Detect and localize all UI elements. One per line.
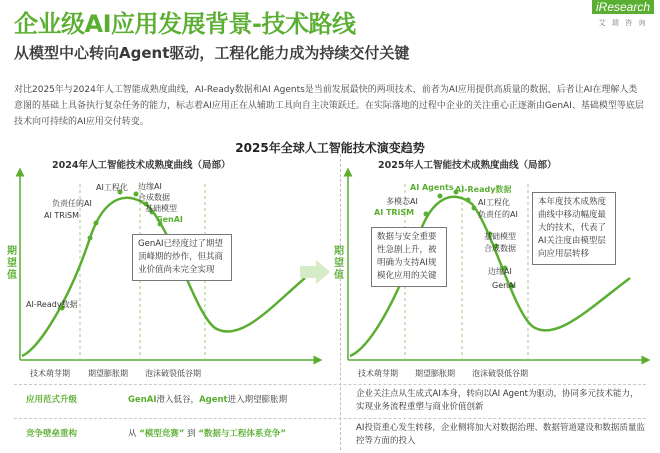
right-callout-left: 数据与安全重要性急剧上升，被明确为支持AI规模化应用的关键 (371, 227, 447, 287)
row-divider-mid (14, 418, 646, 419)
row-2-left (128, 427, 286, 439)
left-label-foundation-model: 基础模型 (145, 204, 177, 213)
page-title: 企业级AI应用发展背景-技术路线 (14, 10, 356, 38)
intro-paragraph: 对比2025年与2024年人工智能成熟度曲线，AI-Ready数据和AI Agents是当前发展最快的两项技术，前者为AI应用提供高质量的数据，后者让AI在理解人类意图的基础上具备执行复杂任务的能力，标志着AI应用正在从辅助工具向自主决策跃迁。在实际落地的过程中企业的关注重心正逐渐由GenAI、基础模型等底层技术向可持续的AI应用交付转变。 (14, 85, 644, 127)
row-1-head: 应用范式升级 (26, 395, 78, 405)
row-2-right: AI投资重心发生转移，企业侧将加大对数据治理、数据管道建设和数据质量监控等方面的投入 (356, 423, 645, 446)
left-phase-2: 期望膨胀期 (88, 369, 128, 378)
iresearch-logo (592, 0, 654, 32)
page-subtitle: 从模型中心转向Agent驱动，工程化能力成为持续交付关键 (14, 44, 410, 62)
right-label-edge-ai: 边缘AI (488, 267, 512, 276)
center-divider (340, 154, 341, 450)
right-phase-1: 技术萌芽期 (358, 369, 398, 378)
left-label-edge-ai: 边缘AI (138, 182, 162, 191)
right-label-ai-agents: AI Agents (410, 183, 454, 192)
logo-text: iResearch (592, 0, 654, 14)
transition-arrow (300, 260, 330, 284)
dot-right-responsible-ai (472, 206, 477, 211)
left-label-ai-engineering: AI工程化 (96, 183, 128, 192)
logo-subtext: 艾 瑞 咨 询 (598, 19, 648, 27)
row-1-left-c: Agent (199, 395, 228, 405)
right-callout-right: 本年度技术成熟度曲线中移动幅度最大的技术，代表了AI关注度由模型层向应用层转移 (532, 192, 616, 265)
right-label-foundation-model: 基础模型 (484, 232, 516, 241)
left-label-synthetic-data: 合成数据 (138, 193, 170, 202)
right-label-responsible-ai: 负责任的AI (478, 210, 518, 219)
left-panel-title: 2024年人工智能技术成熟度曲线（局部） (52, 160, 231, 171)
right-label-ai-ready: AI-Ready数据 (455, 185, 512, 194)
left-label-ai-trism: AI TRiSM (44, 211, 80, 220)
left-label-ai-ready: AI-Ready数据 (26, 300, 78, 309)
row-divider-top (14, 384, 646, 385)
left-phase-1: 技术萌芽期 (30, 369, 70, 378)
row-1-right: 企业关注点从生成式AI本身，转向以AI Agent为驱动，协同多元技术能力，实现业务流程重塑与商业价值创新 (356, 389, 639, 412)
row-1-left-b: 滑入低谷， (156, 395, 200, 405)
right-label-ai-engineering: AI工程化 (478, 198, 510, 207)
dot-right-ai-engineering (466, 198, 471, 203)
row-1-left-a: GenAI (128, 395, 157, 405)
right-y-axis-label: 期望值 (334, 246, 344, 281)
dot-left-ai-trism (88, 236, 93, 241)
row-2-head: 竞争壁垒重构 (26, 429, 78, 439)
row-1-left-d: 进入期望膨胀期 (227, 395, 288, 405)
right-label-multimodal-ai: 多模态AI (386, 197, 418, 206)
dot-right-ai-agents (438, 194, 443, 199)
left-phase-3: 泡沫破裂低谷期 (145, 369, 201, 378)
row-2-left-b: “模型竞赛” (139, 429, 185, 439)
right-label-genai: GenAI (492, 281, 517, 290)
right-label-synthetic-data: 合成数据 (484, 244, 516, 253)
row-1-left (128, 393, 287, 405)
right-label-ai-trism: AI TRiSM (374, 208, 415, 217)
right-panel-title: 2025年人工智能技术成熟度曲线（局部） (378, 160, 557, 171)
dot-right-multimodal-ai (424, 212, 429, 217)
left-label-responsible-ai: 负责任的AI (52, 199, 92, 208)
left-label-genai: GenAI (156, 215, 183, 224)
diagram-title: 2025年全球人工智能技术演变趋势 (235, 141, 425, 155)
row-2-left-a: 从 (128, 429, 137, 439)
dot-left-responsible-ai (94, 221, 99, 226)
right-phase-3: 泡沫破裂低谷期 (472, 369, 528, 378)
left-y-axis-label: 期望值 (7, 246, 17, 281)
row-2-left-c: 到 (187, 429, 196, 439)
left-callout: GenAI已经度过了期望顶峰期的炒作，但其商业价值尚未完全实现 (132, 234, 232, 281)
row-2-left-d: “数据与工程体系竞争” (198, 429, 287, 439)
right-phase-2: 期望膨胀期 (415, 369, 455, 378)
